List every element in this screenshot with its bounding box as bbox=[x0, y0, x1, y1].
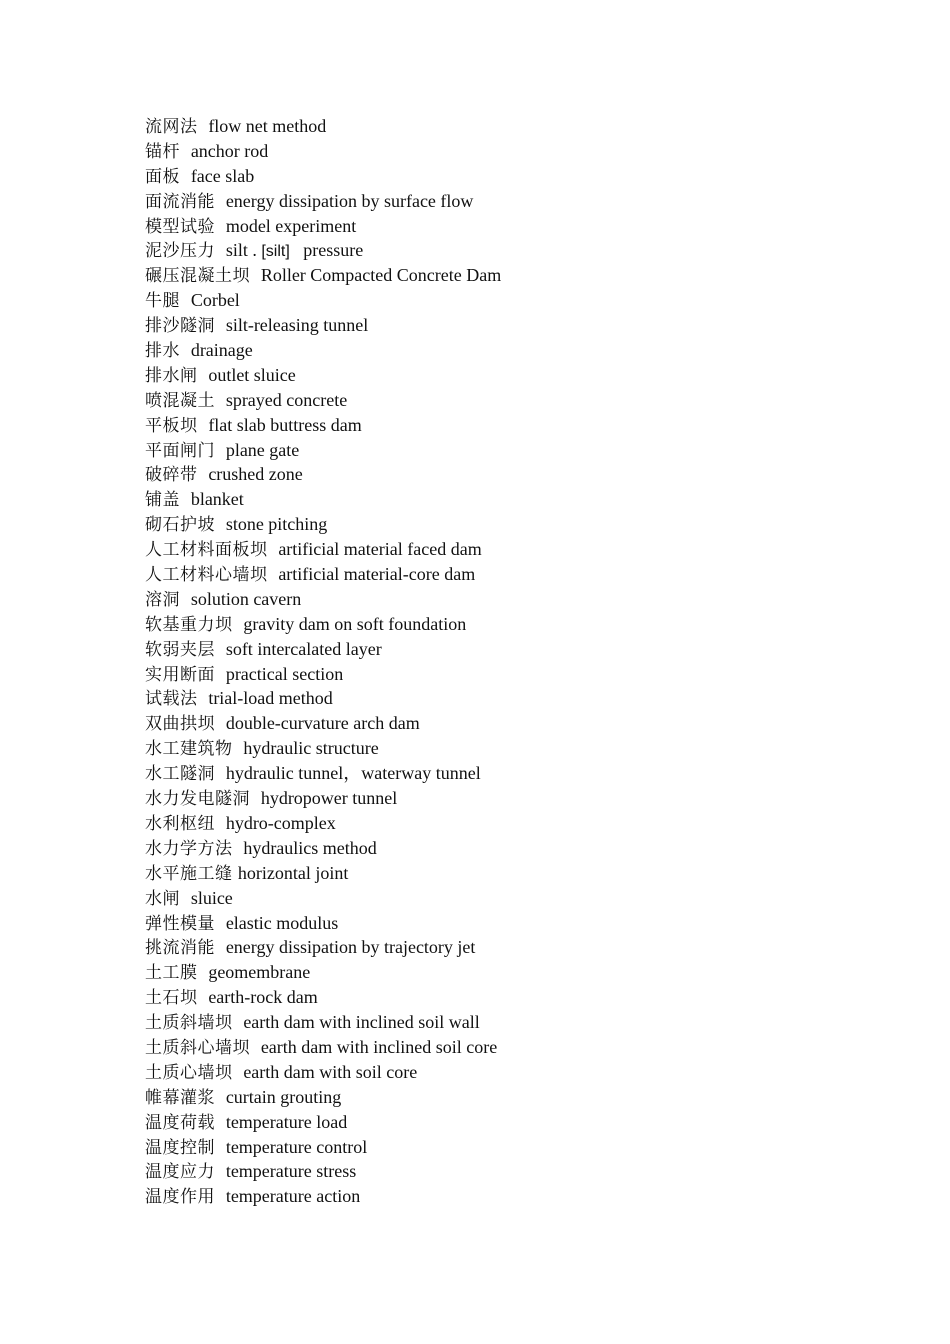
term-separator bbox=[180, 490, 191, 510]
term-english: drainage bbox=[190, 340, 253, 361]
term-separator bbox=[215, 1187, 226, 1207]
term-chinese: 双曲拱坝 bbox=[145, 714, 215, 735]
term-english: geomembrane bbox=[208, 962, 311, 983]
glossary-entry bbox=[145, 537, 501, 562]
glossary-entry bbox=[145, 861, 501, 886]
term-english: gravity dam on soft foundation bbox=[243, 613, 467, 634]
glossary-entry bbox=[145, 338, 501, 363]
term-phonetic: [silt] bbox=[261, 243, 290, 261]
term-english: hydropower tunnel bbox=[260, 788, 398, 809]
term-chinese: 水工建筑物 bbox=[145, 739, 233, 760]
glossary-entry bbox=[145, 911, 501, 936]
term-separator bbox=[233, 739, 244, 759]
term-separator bbox=[215, 515, 226, 535]
term-chinese: 土石坝 bbox=[145, 988, 198, 1009]
glossary-entry bbox=[145, 512, 501, 537]
term-english: trial-load method bbox=[208, 688, 333, 709]
glossary-entry bbox=[145, 786, 501, 811]
term-chinese: 土质心墙坝 bbox=[145, 1062, 233, 1083]
term-english: hydraulic structure bbox=[243, 738, 379, 759]
term-chinese: 破碎带 bbox=[145, 465, 198, 486]
glossary-entry bbox=[145, 662, 501, 687]
glossary-entry bbox=[145, 363, 501, 388]
term-separator bbox=[233, 1013, 244, 1033]
term-english: earth dam with soil core bbox=[243, 1061, 418, 1082]
term-chinese: 水闸 bbox=[145, 888, 180, 909]
term-english: artificial material faced dam bbox=[278, 539, 482, 560]
term-english: hydraulics method bbox=[243, 837, 377, 858]
term-english: silt-releasing tunnel bbox=[225, 315, 369, 336]
term-separator bbox=[268, 540, 279, 560]
glossary-entry bbox=[145, 587, 501, 612]
term-chinese: 砌石护坡 bbox=[145, 515, 215, 536]
term-separator bbox=[233, 615, 244, 635]
glossary-entry bbox=[145, 1035, 501, 1060]
term-english: horizontal joint bbox=[237, 862, 349, 883]
term-chinese: 挑流消能 bbox=[145, 938, 215, 959]
glossary-entry bbox=[145, 438, 501, 463]
term-separator bbox=[215, 391, 226, 411]
glossary-entry bbox=[145, 1110, 501, 1135]
term-separator bbox=[215, 1162, 226, 1182]
term-separator bbox=[215, 814, 226, 834]
term-chinese: 水力学方法 bbox=[145, 838, 233, 859]
term-english: temperature load bbox=[225, 1111, 348, 1132]
term-chinese: 喷混凝土 bbox=[145, 390, 215, 411]
term-separator bbox=[268, 565, 279, 585]
term-separator bbox=[215, 714, 226, 734]
term-separator bbox=[215, 640, 226, 660]
term-separator bbox=[180, 291, 191, 311]
term-english: sluice bbox=[190, 887, 233, 908]
term-english: outlet sluice bbox=[208, 364, 296, 385]
term-english: blanket bbox=[190, 489, 244, 510]
glossary-list bbox=[145, 114, 501, 1209]
term-chinese: 温度应力 bbox=[145, 1162, 215, 1183]
term-chinese: 流网法 bbox=[145, 117, 198, 137]
glossary-entry bbox=[145, 637, 501, 662]
glossary-entry bbox=[145, 985, 501, 1010]
term-separator bbox=[215, 316, 226, 336]
term-separator bbox=[215, 1138, 226, 1158]
term-chinese: 模型试验 bbox=[145, 216, 215, 237]
term-english: energy dissipation by surface flow bbox=[225, 190, 474, 211]
term-english: face slab bbox=[190, 165, 255, 186]
term-chinese: 人工材料心墙坝 bbox=[145, 565, 268, 586]
term-chinese: 土工膜 bbox=[145, 963, 198, 984]
glossary-entry bbox=[145, 736, 501, 761]
glossary-entry bbox=[145, 811, 501, 836]
term-english: artificial material-core dam bbox=[278, 564, 476, 585]
glossary-entry bbox=[145, 562, 501, 587]
term-english: silt . bbox=[225, 240, 262, 261]
term-chinese: 土质斜心墙坝 bbox=[145, 1037, 250, 1058]
term-chinese: 试载法 bbox=[145, 689, 198, 710]
term-english: model experiment bbox=[225, 215, 357, 236]
term-chinese: 人工材料面板坝 bbox=[145, 540, 268, 561]
term-chinese: 溶洞 bbox=[145, 589, 180, 610]
term-separator bbox=[215, 241, 226, 261]
term-separator bbox=[198, 988, 209, 1008]
term-separator bbox=[215, 938, 226, 958]
glossary-entry bbox=[145, 836, 501, 861]
term-chinese: 温度控制 bbox=[145, 1137, 215, 1158]
term-separator bbox=[215, 914, 226, 934]
term-english: practical section bbox=[225, 663, 344, 684]
term-english: flat slab buttress dam bbox=[208, 414, 362, 435]
term-separator bbox=[250, 266, 261, 286]
term-separator bbox=[215, 665, 226, 685]
term-separator bbox=[198, 366, 209, 386]
glossary-entry bbox=[145, 487, 501, 512]
term-chinese: 实用断面 bbox=[145, 664, 215, 685]
term-english: hydraulic tunnel，waterway tunnel bbox=[225, 763, 481, 784]
term-english: temperature control bbox=[225, 1136, 368, 1157]
term-separator bbox=[198, 689, 209, 709]
term-chinese: 温度作用 bbox=[145, 1187, 215, 1208]
term-chinese: 平面闸门 bbox=[145, 440, 215, 461]
glossary-entry bbox=[145, 388, 501, 413]
glossary-entry bbox=[145, 1135, 501, 1160]
term-chinese: 土质斜墙坝 bbox=[145, 1013, 233, 1034]
term-english-continued: pressure bbox=[289, 240, 364, 261]
term-english: hydro-complex bbox=[225, 812, 336, 833]
glossary-entry bbox=[145, 238, 501, 263]
term-english: crushed zone bbox=[208, 464, 303, 485]
term-english: earth dam with inclined soil wall bbox=[243, 1012, 480, 1033]
term-chinese: 软基重力坝 bbox=[145, 614, 233, 635]
glossary-entry bbox=[145, 1184, 501, 1209]
term-english: temperature stress bbox=[225, 1161, 357, 1182]
term-chinese: 水力发电隧洞 bbox=[145, 789, 250, 810]
term-english: stone pitching bbox=[225, 514, 328, 535]
glossary-entry bbox=[145, 886, 501, 911]
term-english: Corbel bbox=[190, 290, 240, 311]
term-separator bbox=[198, 963, 209, 983]
term-chinese: 排沙隧洞 bbox=[145, 316, 215, 337]
glossary-entry bbox=[145, 612, 501, 637]
term-separator bbox=[180, 167, 191, 187]
term-separator bbox=[180, 590, 191, 610]
glossary-entry bbox=[145, 263, 501, 288]
glossary-entry bbox=[145, 761, 501, 786]
glossary-entry bbox=[145, 214, 501, 239]
term-separator bbox=[250, 789, 261, 809]
term-english: energy dissipation by trajectory jet bbox=[225, 937, 476, 958]
term-chinese: 碾压混凝土坝 bbox=[145, 266, 250, 287]
term-separator bbox=[215, 1113, 226, 1133]
term-separator bbox=[215, 192, 226, 212]
term-separator bbox=[215, 764, 226, 784]
term-chinese: 软弱夹层 bbox=[145, 639, 215, 660]
glossary-entry bbox=[145, 413, 501, 438]
term-separator bbox=[215, 441, 226, 461]
term-separator bbox=[250, 1038, 261, 1058]
glossary-entry bbox=[145, 114, 501, 139]
term-english: anchor rod bbox=[190, 140, 269, 161]
term-chinese: 帷幕灌浆 bbox=[145, 1087, 215, 1108]
term-chinese: 面流消能 bbox=[145, 191, 215, 212]
term-chinese: 面板 bbox=[145, 166, 180, 187]
term-separator bbox=[180, 142, 191, 162]
term-separator bbox=[198, 465, 209, 485]
term-english: solution cavern bbox=[190, 588, 302, 609]
glossary-entry bbox=[145, 935, 501, 960]
term-english: plane gate bbox=[225, 439, 300, 460]
term-english: flow net method bbox=[208, 116, 327, 136]
term-english: sprayed concrete bbox=[225, 389, 348, 410]
term-english: earth dam with inclined soil core bbox=[260, 1036, 498, 1057]
glossary-entry bbox=[145, 711, 501, 736]
term-separator bbox=[198, 117, 209, 137]
term-chinese: 锚杆 bbox=[145, 141, 180, 162]
glossary-entry bbox=[145, 1159, 501, 1184]
term-separator bbox=[215, 1088, 226, 1108]
term-separator bbox=[233, 1063, 244, 1083]
term-separator bbox=[180, 889, 191, 909]
glossary-entry bbox=[145, 1085, 501, 1110]
term-chinese: 牛腿 bbox=[145, 291, 180, 312]
term-separator bbox=[180, 341, 191, 361]
term-separator bbox=[215, 217, 226, 237]
term-chinese: 水平施工缝 bbox=[145, 863, 233, 884]
glossary-entry bbox=[145, 313, 501, 338]
term-chinese: 温度荷载 bbox=[145, 1112, 215, 1133]
term-chinese: 平板坝 bbox=[145, 415, 198, 436]
glossary-entry bbox=[145, 1010, 501, 1035]
term-english: Roller Compacted Concrete Dam bbox=[260, 265, 502, 286]
term-chinese: 排水闸 bbox=[145, 365, 198, 386]
glossary-entry bbox=[145, 189, 501, 214]
term-english: temperature action bbox=[225, 1186, 361, 1207]
term-chinese: 排水 bbox=[145, 341, 180, 362]
term-english: soft intercalated layer bbox=[225, 638, 382, 659]
glossary-entry bbox=[145, 686, 501, 711]
term-english: earth-rock dam bbox=[208, 987, 318, 1008]
term-english: elastic modulus bbox=[225, 912, 339, 933]
term-chinese: 泥沙压力 bbox=[145, 241, 215, 262]
term-english: double-curvature arch dam bbox=[225, 713, 420, 734]
glossary-entry bbox=[145, 462, 501, 487]
term-chinese: 铺盖 bbox=[145, 490, 180, 511]
term-chinese: 水工隧洞 bbox=[145, 764, 215, 785]
term-chinese: 弹性模量 bbox=[145, 913, 215, 934]
glossary-entry bbox=[145, 164, 501, 189]
term-english: curtain grouting bbox=[225, 1086, 342, 1107]
glossary-entry bbox=[145, 288, 501, 313]
glossary-entry bbox=[145, 960, 501, 985]
term-chinese: 水利枢纽 bbox=[145, 813, 215, 834]
glossary-entry bbox=[145, 139, 501, 164]
term-separator bbox=[198, 416, 209, 436]
glossary-entry bbox=[145, 1060, 501, 1085]
term-separator bbox=[233, 839, 244, 859]
